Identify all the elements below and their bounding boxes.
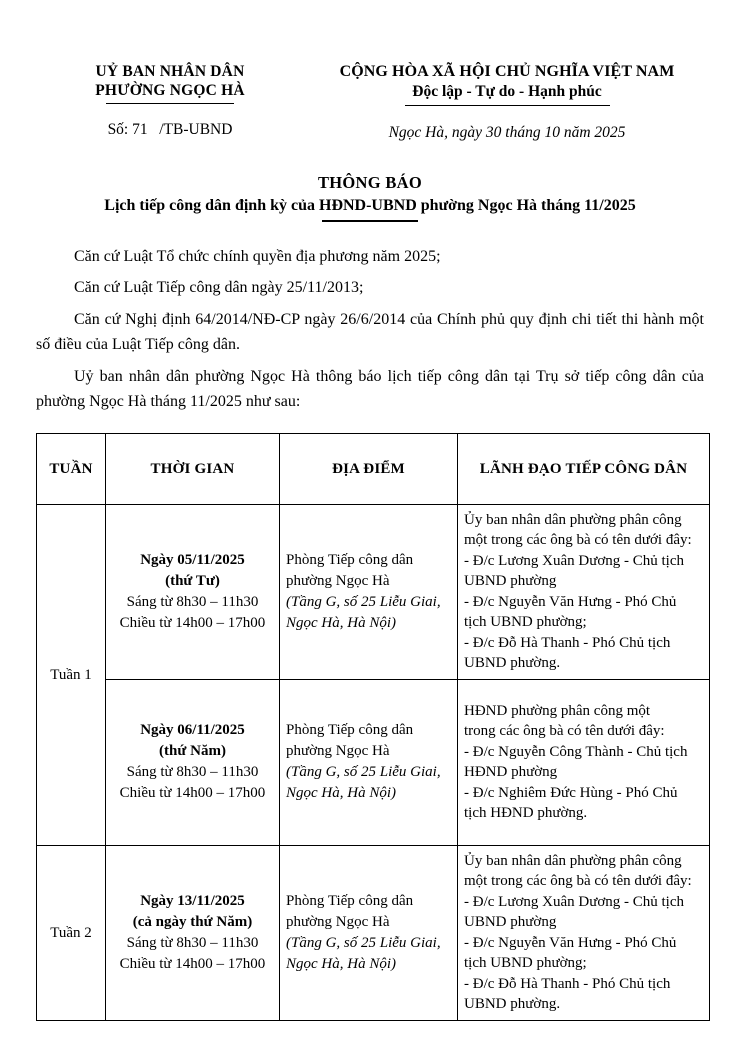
leader-item: UBND phường	[464, 573, 557, 590]
legal-basis-3: Căn cứ Nghị định 64/2014/NĐ-CP ngày 26/6/2014 của Chính phủ quy định chi tiết thi hành một số điều của Luật Tiếp công dân.	[36, 310, 704, 354]
place-address-line-1: (Tầng G, số 25 Liễu Giai,	[286, 764, 441, 781]
leader-item: - Đ/c Đỗ Hà Thanh - Phó Chủ tịch	[464, 634, 671, 651]
leader-item: - Đ/c Nguyễn Văn Hưng - Phó Chủ	[464, 593, 677, 610]
schedule-morning-slot: Sáng từ 8h30 – 11h30	[126, 934, 259, 951]
week-label-1: Tuần 1	[37, 504, 106, 845]
authority-underline	[106, 103, 234, 104]
table-row	[37, 679, 710, 845]
time-cell-1	[106, 504, 280, 679]
place-name-line-2: phường Ngọc Hà	[286, 572, 390, 589]
place-address-line-1: (Tầng G, số 25 Liễu Giai,	[286, 934, 441, 951]
leader-item: - Đ/c Lương Xuân Dương - Chủ tịch	[464, 893, 685, 910]
schedule-morning-slot: Sáng từ 8h30 – 11h30	[126, 593, 259, 610]
place-name-line-2: phường Ngọc Hà	[286, 743, 390, 760]
column-header-week: TUẦN	[37, 433, 106, 504]
schedule-weekday: (thứ Năm)	[159, 743, 226, 760]
national-heading-block	[304, 62, 740, 142]
time-cell-3	[106, 845, 280, 1020]
place-address-line-2: Ngọc Hà, Hà Nội)	[286, 955, 396, 972]
schedule-weekday: (thứ Tư)	[165, 572, 220, 589]
leader-item: tịch UBND phường;	[464, 955, 587, 972]
leader-intro-line-1: HĐND phường phân công một	[464, 702, 651, 719]
leader-item: - Đ/c Nguyễn Công Thành - Chủ tịch	[464, 743, 688, 760]
schedule-weekday: (cả ngày thứ Năm)	[132, 913, 253, 930]
place-name-line-1: Phòng Tiếp công dân	[286, 722, 414, 739]
column-header-time: THỜI GIAN	[106, 433, 280, 504]
leader-intro-line-2: một trong các ông bà có tên dưới đây:	[464, 532, 692, 549]
place-cell-2	[280, 679, 458, 845]
leader-item: UBND phường.	[464, 996, 561, 1013]
schedule-morning-slot: Sáng từ 8h30 – 11h30	[126, 764, 259, 781]
table-row	[37, 504, 710, 679]
time-cell-2	[106, 679, 280, 845]
leader-item: - Đ/c Đỗ Hà Thanh - Phó Chủ tịch	[464, 975, 671, 992]
leader-cell-1	[458, 504, 710, 679]
authority-line-2: PHƯỜNG NGỌC HÀ	[95, 82, 245, 99]
leader-item: - Đ/c Lương Xuân Dương - Chủ tịch	[464, 552, 685, 569]
leader-intro-line-2: một trong các ông bà có tên dưới đây:	[464, 873, 692, 890]
schedule-afternoon-slot: Chiều từ 14h00 – 17h00	[119, 955, 266, 972]
title-underline	[322, 220, 418, 221]
place-cell-1	[280, 504, 458, 679]
place-address-line-1: (Tầng G, số 25 Liễu Giai,	[286, 593, 441, 610]
reception-schedule-table	[36, 433, 710, 1021]
document-number: Số: 71 /TB-UBND	[107, 121, 233, 139]
authority-line-1: UỶ BAN NHÂN DÂN	[95, 63, 245, 80]
document-body	[36, 244, 704, 415]
document-subtitle: Lịch tiếp công dân định kỳ của HĐND-UBND phường Ngọc Hà tháng 11/2025	[104, 197, 636, 215]
leader-item: - Đ/c Nghiêm Đức Hùng - Phó Chủ	[464, 784, 678, 801]
legal-basis-2: Căn cứ Luật Tiếp công dân ngày 25/11/2013;	[74, 279, 364, 297]
column-header-place: ĐỊA ĐIỂM	[280, 433, 458, 504]
leader-item: - Đ/c Nguyễn Văn Hưng - Phó Chủ	[464, 934, 677, 951]
table-row	[37, 845, 710, 1020]
column-header-leader: LÃNH ĐẠO TIẾP CÔNG DÂN	[458, 433, 710, 504]
schedule-date: Ngày 13/11/2025	[140, 892, 245, 909]
leader-item: tịch UBND phường;	[464, 614, 587, 631]
schedule-date: Ngày 05/11/2025	[140, 551, 245, 568]
place-name-line-1: Phòng Tiếp công dân	[286, 892, 414, 909]
document-header	[0, 0, 740, 142]
schedule-date: Ngày 06/11/2025	[140, 722, 245, 739]
leader-cell-3	[458, 845, 710, 1020]
legal-basis-1: Căn cứ Luật Tổ chức chính quyền địa phương năm 2025;	[74, 247, 441, 265]
document-type-title: THÔNG BÁO	[317, 173, 422, 193]
document-title-block	[0, 172, 740, 221]
issuing-authority-block	[36, 62, 304, 139]
leader-intro-line-1: Ủy ban nhân dân phường phân công	[464, 852, 682, 869]
national-motto: Độc lập - Tự do - Hạnh phúc	[412, 83, 602, 100]
leader-item: HĐND phường	[464, 764, 558, 781]
place-name-line-1: Phòng Tiếp công dân	[286, 551, 414, 568]
place-and-date: Ngọc Hà, ngày 30 tháng 10 năm 2025	[388, 124, 626, 142]
announcement-statement: Uỷ ban nhân dân phường Ngọc Hà thông báo lịch tiếp công dân tại Trụ sở tiếp công dân của phường Ngọc Hà tháng 11/2025 như sau:	[36, 367, 704, 411]
place-address-line-2: Ngọc Hà, Hà Nội)	[286, 785, 396, 802]
place-name-line-2: phường Ngọc Hà	[286, 913, 390, 930]
leader-intro-line-1: Ủy ban nhân dân phường phân công	[464, 511, 682, 528]
motto-underline	[405, 105, 610, 106]
schedule-afternoon-slot: Chiều từ 14h00 – 17h00	[119, 785, 266, 802]
leader-item: tịch HĐND phường.	[464, 805, 588, 822]
schedule-afternoon-slot: Chiều từ 14h00 – 17h00	[119, 614, 266, 631]
leader-item: UBND phường.	[464, 655, 561, 672]
place-address-line-2: Ngọc Hà, Hà Nội)	[286, 614, 396, 631]
week-label-2: Tuần 2	[37, 845, 106, 1020]
national-title: CỘNG HÒA XÃ HỘI CHỦ NGHĨA VIỆT NAM	[339, 63, 675, 80]
leader-intro-line-2: trong các ông bà có tên dưới đây:	[464, 723, 665, 740]
table-header-row	[37, 433, 710, 504]
leader-cell-2	[458, 679, 710, 845]
leader-item: UBND phường	[464, 914, 557, 931]
place-cell-3	[280, 845, 458, 1020]
